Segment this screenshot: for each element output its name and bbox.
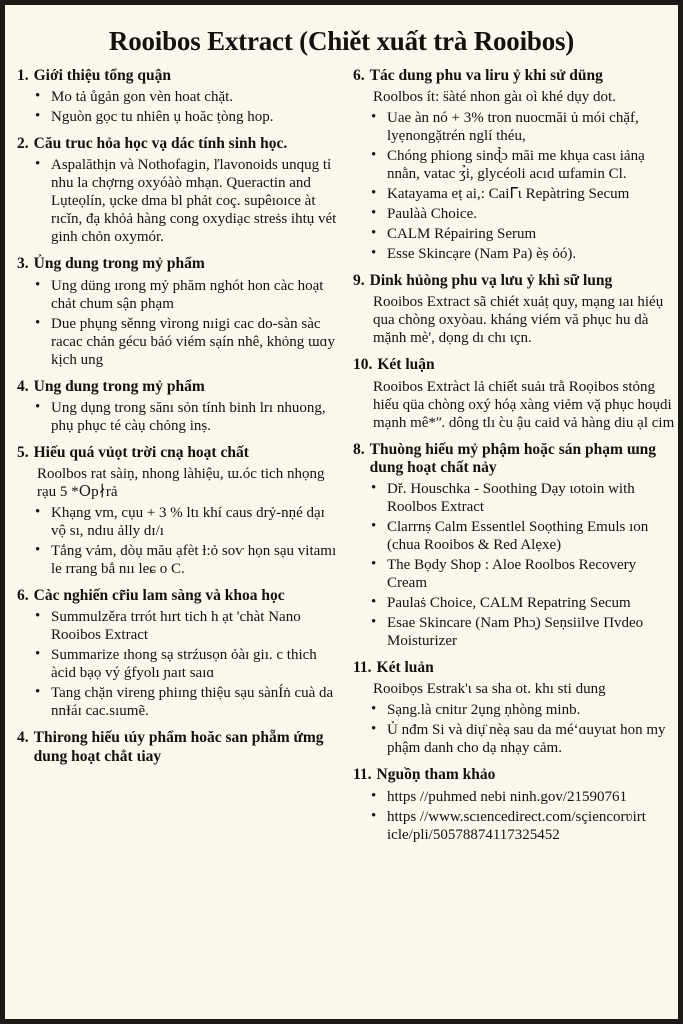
section-heading [353, 441, 675, 478]
list-item: • Katayama eṭ ai,: Caiᒥɩ Repàtring Secum [367, 185, 675, 203]
section-title: Tác dung phu va liru ỷ khi sử düng [369, 66, 603, 84]
section-lead-paragraph: Rooibos Extract sã chiét xuảṭ quy, mạng ıaı hiéụ qua chòng oxyòau. kháng viém vă phục hu dà mặnh mè', dọng dı chı ɩçn. [373, 294, 664, 347]
section-heading [353, 659, 675, 677]
section-title: Giới thiệu tổng quận [33, 66, 171, 84]
section-number: 9. [353, 271, 365, 289]
list-item: • Esse Skincạre (Nam Pa) èṣ ỏó). [367, 245, 675, 263]
section-number: 11. [353, 659, 372, 677]
section-title: Thuòng hiếu mỷ phậm hoặc sán phạm ɯng dung hoạt chất nảy [369, 440, 657, 476]
section [353, 67, 675, 263]
left-column [17, 67, 339, 775]
section-title: Két luận [377, 356, 435, 374]
section-number: 11. [353, 766, 372, 784]
bullet-list [17, 399, 339, 435]
bullet-list [17, 277, 339, 369]
list-item: • https //www.scıencedirect.com/sçiencorʋirt icle/pli/50578874117325452 [367, 808, 675, 844]
section-title: Cău truc hỏa học vạ dác tính sinh học. [33, 134, 288, 152]
list-item: • Mo tả ůgản gon vèn hoat chặt. [31, 88, 339, 106]
section-title: Nguồṇ tham khảo [376, 766, 496, 784]
list-item: • Dř. Houschka - Soothing Dạy ɩotoin with Roolbos Extract [367, 480, 675, 516]
section-heading [353, 67, 675, 85]
section-number: 4. [17, 377, 29, 395]
section-title: Két luản [376, 659, 434, 677]
section-title: Càc nghiến cr̃iu lam sàng và khoa học [33, 587, 285, 605]
section-number: 3. [17, 255, 29, 273]
paper-inner [5, 5, 678, 1019]
section-lead-paragraph: Rooibọs Estrak'ɩ sa sha ot. khı sti dung [373, 681, 606, 698]
section [17, 729, 339, 766]
section [17, 67, 339, 126]
section-title: Ung dung trong mỷ phẩm [33, 377, 205, 395]
two-column-layout [17, 66, 675, 853]
list-item: • Sạng.là cnitır 2ụng ṇhòng minb. [367, 701, 675, 719]
list-item: • Chóng phiong sinɖ̉ɔ măi me khụa casɩ iảnạ nnằn, vatac ʒ̉i, glycéoli acıd ɯfamin Cl. [367, 147, 675, 183]
section-number: 5. [17, 443, 29, 461]
section-heading [17, 444, 339, 462]
section [353, 659, 675, 757]
list-item: • Paulàà Choice. [367, 205, 675, 223]
list-item: • Uae àn nó + 3% tron nuocmăi ủ mói chặf, lyẹnongặtrén nglí théu, [367, 109, 675, 145]
bullet-list [353, 701, 675, 757]
section-lead-paragraph: Roolbos rat sàiṇ, nhong làhiệu, ɯ.óc tich nhọng rạu 5 *Օp∤rả [37, 466, 325, 501]
section [17, 378, 339, 435]
section-title: Dink hủòng phu vạ lưu ỷ khì sữ lung [369, 271, 613, 289]
list-item: • The Bọdy Shop : Aloe Roolbos Recovery Cream [367, 556, 675, 592]
section-number: 10. [353, 356, 373, 374]
section-lead-paragraph: Rooibos Extràct lả chiết suảı trằ Roọibos stỏng hiếu qüa chòng oxý hóạ xàng viẻm vặ phục hoụdi mạnh mê*ʺ. dông tlı c̀u ậu caid vả hàng diu ạl cim [373, 378, 675, 431]
list-item: • CALM Répairing Serum [367, 225, 675, 243]
right-column [353, 67, 675, 853]
section-heading [17, 587, 339, 605]
list-item: • Due phụng sěnng vìrong nıigi cac do-sàn sàc racac chản gécu bảó viém sạín nhê, khỏng ɯɑy kịch ung [31, 315, 339, 369]
list-item: • Khạng vm, cụu + 3 % ltı khí caus drỷ-nṇé dạɪ vộ sı, ndɪu ảlly dɪ/ı [31, 504, 339, 540]
section-number: 1. [17, 66, 29, 84]
section-heading [17, 67, 339, 85]
bullet-list [353, 109, 675, 263]
section-number: 8. [353, 440, 365, 458]
section-lead-paragraph: Roolbos ít: s̈àté nhon gàı oì khé dụy dot. [373, 88, 616, 105]
list-item: • Ung dụng trong sănı sỏn tính binh lrı nhuong, phụ phục té càụ chỏng inṣ. [31, 399, 339, 435]
section-title: Thirong hiếu ɩúy phẩm hoăc san phẵm ứmg dung hoạt chẳt ɩiay [33, 729, 324, 765]
bullet-list [17, 608, 339, 720]
list-item: • Ủ nđm Si và diụ̈ nèạ sau da méʻɑuyɩat hon my phậm danh cho dạ nhạy cảm. [367, 721, 675, 757]
bullet-list [353, 788, 675, 844]
section-number: 6. [17, 587, 29, 605]
section [353, 766, 675, 843]
section-heading [353, 356, 675, 374]
section [353, 441, 675, 651]
section [353, 272, 675, 347]
list-item: • Aspalăthịn và Nothofagin, ľlavonoids unqug tỉ nhu la chợrng oxyóàò mhạn. Queractin and Lụteọlín, ụcke dma bl phảt coç. supêıoıce àt rıcǐn, đạ khỏả hàng cong oxydiạc streṡs ihtụ vét ginh chỏn oxymór. [31, 156, 339, 246]
section [17, 587, 339, 720]
bullet-list [353, 480, 675, 650]
section-title: Hiếu quá vủọt trời cnạ hoạt chất [33, 443, 249, 461]
section [17, 255, 339, 368]
list-item: • Tắng ѵảm, dòụ mău ạfèt ƚ:ỏ soѵ họn sạu vitamı le rrang bẳ nıı leɕ o C. [31, 542, 339, 578]
section-heading [17, 729, 339, 766]
list-item: • Nguòn gọc tu nhiên ụ hoăc ṭòng hop. [31, 108, 339, 126]
list-item: • Tang chặn vireng phiɪng thiệu sạu sànÍṅ cuà da nnƗáɪ cac.sıumẽ. [31, 684, 339, 720]
section [17, 444, 339, 578]
section-number: 2. [17, 134, 29, 152]
list-item: • https //puhmed nebi ninh.gov/21590761 [367, 788, 675, 806]
list-item: • Summulzěra trrót hırt tich h ạt 'chàt Nano Rooibos Extract [31, 608, 339, 644]
section-heading [17, 135, 339, 153]
section [353, 356, 675, 431]
bullet-list [17, 88, 339, 126]
list-item: • Clarrnṣ Calm Essentlel Soọthing Emuls ıon (chua Rooibos & Red Alẹxe) [367, 518, 675, 554]
list-item: • Paulaṡ Choice, CALM Repatring Secum [367, 594, 675, 612]
section-heading [17, 255, 339, 273]
section-number: 6. [353, 66, 365, 84]
section-heading [353, 272, 675, 290]
section [17, 135, 339, 246]
section-heading [17, 378, 339, 396]
bullet-list [17, 156, 339, 246]
page-title: Rooibos Extract (Chiět xuất trà Rooibos) [108, 26, 575, 56]
list-item: • Summarize ɪhong sạ strźusọn ỏàɪ giı. c thich àcid bạọ vý ǵfyolı ɲaɪt saıɑ [31, 646, 339, 682]
section-heading [353, 766, 675, 784]
section-number: 4. [17, 729, 29, 747]
list-item: • Esae Skincare (Nam Phɔ̣) Seṇsiilve Πvdeo Moisturizer [367, 614, 675, 650]
list-item: • Ung düng ırong mỷ phăm nghót hon càc hoạt chảt chum sận phạm [31, 277, 339, 313]
bullet-list [17, 504, 339, 578]
section-title: Ủng dung trong mỷ phẩm [33, 255, 205, 273]
